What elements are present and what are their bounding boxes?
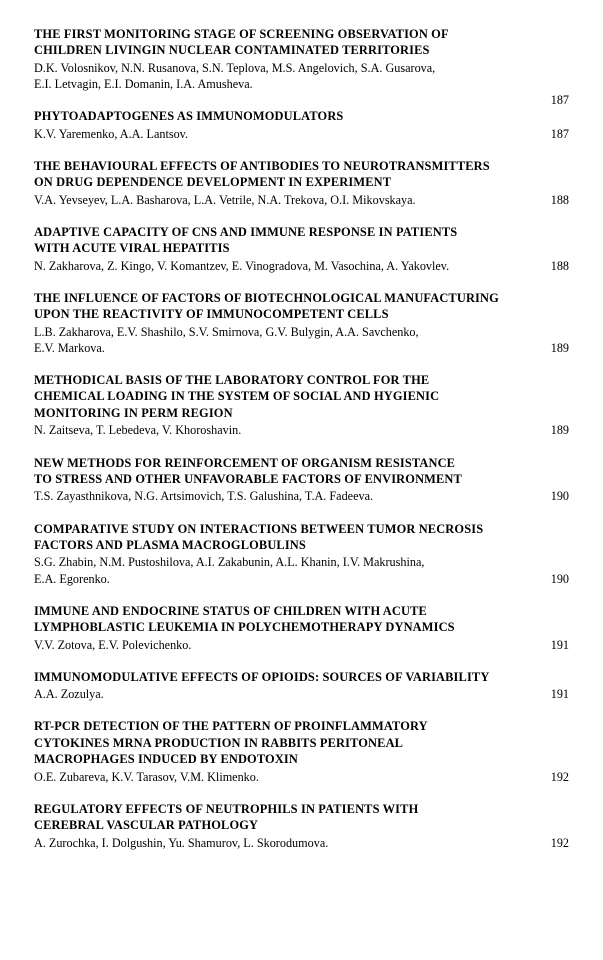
toc-title-line: METHODICAL BASIS OF THE LABORATORY CONTROL FOR THE <box>34 373 430 388</box>
toc-entry-page-number: 190 <box>550 571 569 586</box>
toc-entry[interactable] <box>34 603 569 653</box>
toc-entry-title <box>34 455 569 488</box>
toc-entry[interactable] <box>34 669 569 703</box>
toc-title-line: TO STRESS AND OTHER UNFAVORABLE FACTORS OF ENVIRONMENT <box>34 471 462 486</box>
toc-entry-title <box>34 718 569 767</box>
toc-entry-page-number: 189 <box>550 340 569 355</box>
toc-author-line: V.V. Zotova, E.V. Polevichenko. <box>34 637 192 652</box>
toc-title-line: COMPARATIVE STUDY ON INTERACTIONS BETWEEN TUMOR NECROSIS <box>34 521 484 536</box>
toc-entry-authors <box>34 686 569 702</box>
toc-title-line: CEREBRAL VASCULAR PATHOLOGY <box>34 818 259 833</box>
toc-entry[interactable] <box>34 158 569 208</box>
toc-entry[interactable] <box>34 521 569 587</box>
toc-author-line: N. Zaitseva, T. Lebedeva, V. Khoroshavin. <box>34 423 242 438</box>
toc-entry-title <box>34 521 569 554</box>
toc-author-line: N. Zakharova, Z. Kingo, V. Komantzev, E. Vinogradova, M. Vasochina, A. Yakovlev. <box>34 258 450 273</box>
toc-entry[interactable] <box>34 372 569 438</box>
toc-entry-authors <box>34 835 569 851</box>
toc-title-line: THE FIRST MONITORING STAGE OF SCREENING OBSERVATION OF <box>34 27 449 41</box>
toc-entry-title <box>34 290 569 323</box>
toc-entry-authors <box>34 192 569 208</box>
toc-title-line: THE INFLUENCE OF FACTORS OF BIOTECHNOLOGICAL MANUFACTURING <box>34 290 499 305</box>
toc-entry-title <box>34 158 569 191</box>
toc-entry-page-number: 192 <box>550 769 569 784</box>
table-of-contents-list <box>34 26 569 851</box>
toc-title-line: RT-PCR DETECTION OF THE PATTERN OF PROINFLAMMATORY <box>34 719 428 734</box>
toc-author-line: V.A. Yevseyev, L.A. Basharova, L.A. Vetrile, N.A. Trekova, O.I. Mikovskaya. <box>34 192 416 207</box>
toc-entry[interactable] <box>34 455 569 505</box>
toc-entry-authors <box>34 488 569 504</box>
toc-author-line: S.G. Zhabin, N.M. Pustoshilova, A.I. Zakabunin, A.L. Khanin, I.V. Makrushina, <box>34 555 425 570</box>
toc-entry-title <box>34 372 569 421</box>
toc-entry-authors <box>34 554 569 586</box>
toc-title-line: MONITORING IN PERM REGION <box>34 405 233 420</box>
toc-entry-title <box>34 801 569 834</box>
toc-entry[interactable] <box>34 290 569 356</box>
toc-title-line: ADAPTIVE CAPACITY OF CNS AND IMMUNE RESPONSE IN PATIENTS <box>34 224 458 239</box>
toc-entry[interactable] <box>34 26 569 108</box>
toc-title-line: CYTOKINES MRNA PRODUCTION IN RABBITS PERITONEAL <box>34 735 404 750</box>
toc-title-line: REGULATORY EFFECTS OF NEUTROPHILS IN PATIENTS WITH <box>34 801 419 816</box>
toc-author-line: A. Zurochka, I. Dolgushin, Yu. Shamurov, L. Skorodumova. <box>34 835 329 850</box>
toc-entry[interactable] <box>34 224 569 274</box>
toc-author-line: L.B. Zakharova, E.V. Shashilo, S.V. Smirnova, G.V. Bulygin, A.A. Savchenko, <box>34 324 419 339</box>
toc-title-line: WITH ACUTE VIRAL HEPATITIS <box>34 241 230 256</box>
toc-entry-authors <box>34 126 569 142</box>
toc-author-line: E.V. Markova. <box>34 340 105 355</box>
toc-author-line: K.V. Yaremenko, A.A. Lantsov. <box>34 126 189 141</box>
toc-title-line: CHEMICAL LOADING IN THE SYSTEM OF SOCIAL AND HYGIENIC <box>34 389 440 404</box>
toc-entry[interactable] <box>34 718 569 784</box>
toc-author-line: T.S. Zayasthnikova, N.G. Artsimovich, T.S. Galushina, T.A. Fadeeva. <box>34 489 374 504</box>
toc-entry-authors <box>34 60 569 92</box>
toc-entry[interactable] <box>34 801 569 851</box>
toc-title-line: LYMPHOBLASTIC LEUKEMIA IN POLYCHEMOTHERAPY DYNAMICS <box>34 620 455 635</box>
toc-title-line: UPON THE REACTIVITY OF IMMUNOCOMPETENT CELLS <box>34 307 389 322</box>
toc-entry[interactable] <box>34 108 569 142</box>
toc-title-line: IMMUNE AND ENDOCRINE STATUS OF CHILDREN WITH ACUTE <box>34 603 427 618</box>
toc-title-line: FACTORS AND PLASMA MACROGLOBULINS <box>34 537 306 552</box>
toc-entry-authors <box>34 324 569 356</box>
toc-entry-page-number: 191 <box>550 637 569 652</box>
toc-title-line: NEW METHODS FOR REINFORCEMENT OF ORGANISM RESISTANCE <box>34 455 456 470</box>
toc-entry-page-number: 190 <box>550 489 569 504</box>
toc-entry-page-number: 187 <box>550 126 569 141</box>
toc-entry-authors <box>34 422 569 438</box>
toc-author-line: E.A. Egorenko. <box>34 571 110 586</box>
toc-author-line: E.I. Letvagin, E.I. Domanin, I.A. Amusheva. <box>34 77 253 92</box>
toc-entry-page-number: 187 <box>550 93 569 108</box>
toc-title-line: PHYTOADAPTOGENES AS IMMUNOMODULATORS <box>34 109 344 124</box>
toc-author-line: A.A. Zozulya. <box>34 687 104 702</box>
toc-entry-page-number: 188 <box>550 192 569 207</box>
toc-entry-title <box>34 224 569 257</box>
toc-title-line: ON DRUG DEPENDENCE DEVELOPMENT IN EXPERIMENT <box>34 175 392 190</box>
toc-entry-page-number: 188 <box>550 258 569 273</box>
toc-entry-page-number: 192 <box>550 835 569 850</box>
toc-title-line: THE BEHAVIOURAL EFFECTS OF ANTIBODIES TO NEUROTRANSMITTERS <box>34 158 490 173</box>
toc-entry-title <box>34 669 569 685</box>
toc-author-line: D.K. Volosnikov, N.N. Rusanova, S.N. Teplova, M.S. Angelovich, S.A. Gusarova, <box>34 60 436 75</box>
toc-title-line: MACROPHAGES INDUCED BY ENDOTOXIN <box>34 752 298 767</box>
toc-entry-authors <box>34 637 569 653</box>
toc-entry-title <box>34 603 569 636</box>
toc-author-line: O.E. Zubareva, K.V. Tarasov, V.M. Klimenko. <box>34 769 259 784</box>
toc-entry-title <box>34 108 569 124</box>
toc-entry-page-number: 191 <box>550 687 569 702</box>
toc-entry-page-number: 189 <box>550 423 569 438</box>
toc-entry-title <box>34 26 569 59</box>
toc-title-line: CHILDREN LIVINGIN NUCLEAR CONTAMINATED TERRITORIES <box>34 43 430 58</box>
toc-title-line: IMMUNOMODULATIVE EFFECTS OF OPIOIDS: SOURCES OF VARIABILITY <box>34 669 490 684</box>
toc-entry-authors <box>34 769 569 785</box>
toc-entry-authors <box>34 258 569 274</box>
